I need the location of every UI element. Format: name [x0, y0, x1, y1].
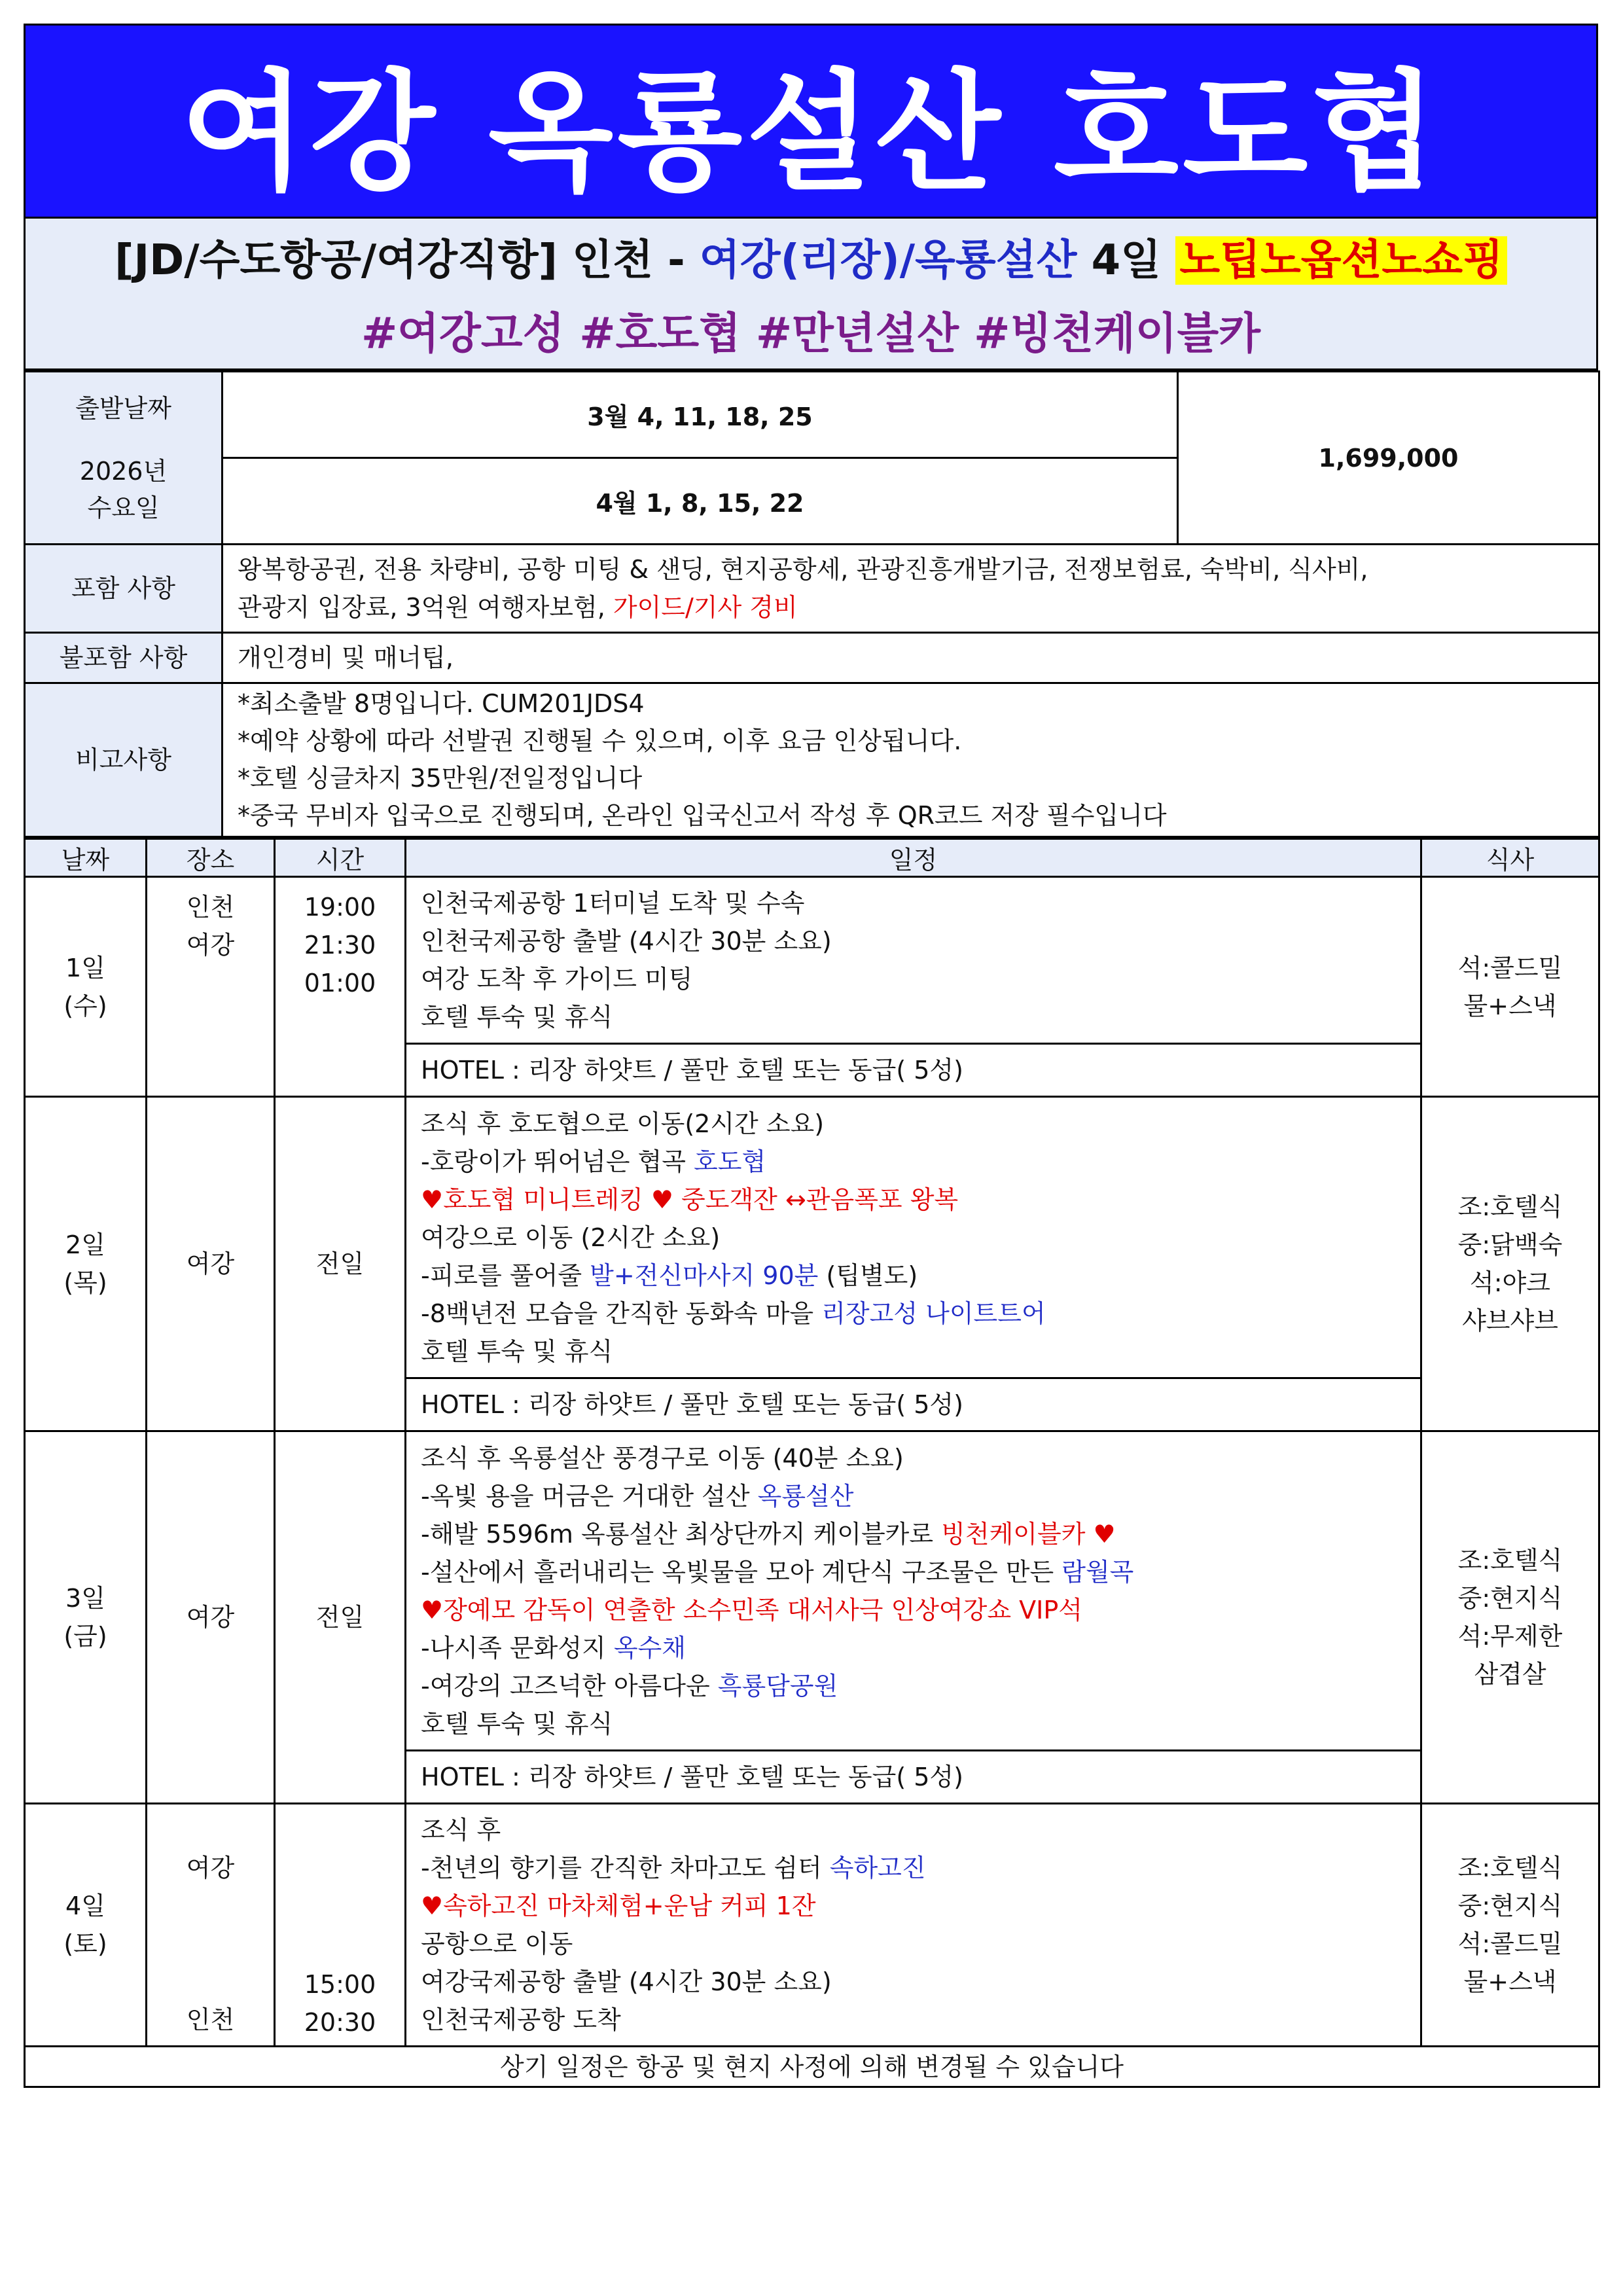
plan-text: -천년의 향기를 간직한 차마고도 쉼터 — [421, 1854, 830, 1882]
day2-place: 여강 — [147, 1097, 275, 1431]
plan-line: 조식 후 옥룡설산 풍경구로 이동 (40분 소요) — [421, 1443, 904, 1473]
day2-hotel: HOTEL : 리장 하얏트 / 풀만 호텔 또는 동급( 5성) — [406, 1378, 1421, 1431]
plan-line: 여강국제공항 출발 (4시간 30분 소요) — [421, 1967, 832, 1996]
plan-text: -여강의 고즈넉한 아름다운 — [421, 1671, 718, 1700]
remark-line: *예약 상황에 따라 선발권 진행될 수 있으며, 이후 요금 인상됩니다. — [238, 726, 962, 755]
day2-day — [25, 1097, 147, 1431]
meal-line: 석:콜드밀 — [1457, 953, 1563, 982]
time-label: 19:00 — [304, 893, 376, 922]
day2-plan — [406, 1097, 1421, 1378]
price: 1,699,000 — [1178, 372, 1599, 545]
remark-line: *호텔 싱글차지 35만원/전일정입니다 — [238, 764, 643, 793]
time-label: 15:00 — [304, 1970, 376, 1999]
included-label: 포함 사항 — [25, 545, 223, 633]
banner-title: 여강 옥룡설산 호도협 — [24, 24, 1598, 219]
meal-line: 중:현지식 — [1457, 1584, 1563, 1613]
plan-line: 여강 도착 후 가이드 미팅 — [421, 965, 693, 994]
header-place: 장소 — [147, 839, 275, 877]
plan-line: 공항으로 이동 — [421, 1929, 573, 1958]
day1-place — [147, 877, 275, 1097]
day-weekday: (금) — [63, 1622, 107, 1651]
plan-highlight: 리장고성 나이트트어 — [821, 1299, 1046, 1328]
plan-text: -8백년전 모습을 간직한 동화속 마을 — [421, 1299, 822, 1328]
plan-text: -설산에서 흘러내리는 옥빛물을 모아 계단식 구조물은 만든 — [421, 1557, 1062, 1587]
day2-time: 전일 — [275, 1097, 406, 1431]
plan-line — [421, 1553, 1406, 1591]
plan-line-red: ♥장예모 감독이 연출한 소수민족 대서사극 인상여강쇼 VIP석 — [421, 1595, 1082, 1624]
included-text — [223, 545, 1599, 633]
subtitle-days: 4일 — [1077, 236, 1176, 285]
included-line2 — [238, 588, 1584, 626]
place-label: 여강 — [186, 1854, 235, 1882]
meal-line: 물+스낵 — [1463, 1967, 1557, 1996]
included-line1: 왕복항공권, 전용 차량비, 공항 미팅 & 샌딩, 현지공항세, 관광진흥개발기금, 전쟁보험료, 숙박비, 식사비, — [238, 555, 1368, 584]
dates-april: 4월 1, 8, 15, 22 — [223, 458, 1178, 545]
meal-line: 석:야크 — [1470, 1268, 1550, 1297]
plan-line: 조식 후 — [421, 1816, 501, 1844]
day3-plan — [406, 1431, 1421, 1751]
departure-weekday: 수요일 — [87, 493, 160, 522]
plan-line — [421, 1257, 1406, 1295]
day3-place: 여강 — [147, 1431, 275, 1804]
itinerary-page — [24, 24, 1598, 2088]
meal-line: 중:닭백숙 — [1457, 1230, 1563, 1259]
day-weekday: (토) — [63, 1929, 107, 1958]
info-table — [24, 370, 1600, 838]
day3-time: 전일 — [275, 1431, 406, 1804]
day1-time — [275, 877, 406, 1097]
included-line2-red: 가이드/기사 경비 — [613, 593, 798, 622]
plan-line — [421, 1295, 1406, 1333]
plan-line: 호텔 투숙 및 휴식 — [421, 1003, 613, 1031]
header-day: 날짜 — [25, 839, 147, 877]
remark-line: *중국 무비자 입국으로 진행되며, 온라인 입국신고서 작성 후 QR코드 저장 필수입니다 — [238, 801, 1167, 830]
plan-highlight: 속하고진 — [829, 1854, 926, 1882]
plan-line-red: ♥속하고진 마차체험+운남 커피 1잔 — [421, 1892, 816, 1920]
day2-meal — [1421, 1097, 1599, 1431]
plan-text: -호랑이가 뛰어넘은 협곡 — [421, 1147, 694, 1176]
day4-plan — [406, 1804, 1421, 2047]
place-label: 여강 — [186, 931, 235, 960]
day4-row — [25, 1804, 1599, 2047]
subtitle-line — [115, 226, 1507, 287]
plan-text: -해발 5596m 옥룡설산 최상단까지 케이블카로 — [421, 1519, 942, 1549]
day4-time — [275, 1804, 406, 2047]
place-label: 인천 — [186, 893, 235, 922]
day1-meal — [1421, 877, 1599, 1097]
header-plan: 일정 — [406, 839, 1421, 877]
plan-line — [421, 1515, 1406, 1553]
plan-highlight-red: 빙천케이블카 ♥ — [941, 1519, 1116, 1549]
plan-text: -나시족 문화성지 — [421, 1633, 614, 1662]
plan-line: 인천국제공항 출발 (4시간 30분 소요) — [421, 927, 832, 956]
remarks-label: 비고사항 — [25, 683, 223, 837]
meal-line: 중:현지식 — [1457, 1892, 1563, 1920]
plan-line — [421, 1477, 1406, 1515]
no-tip-badge: 노팁노옵션노쇼핑 — [1175, 236, 1507, 285]
hashtags: #여강고성 #호도협 #만년설산 #빙천케이블카 — [361, 308, 1260, 359]
subtitle-route: 여강(리장)/옥룡설산 — [699, 236, 1077, 285]
footer-note: 상기 일정은 항공 및 현지 사정에 의해 변경될 수 있습니다 — [25, 2047, 1599, 2087]
day4-meal — [1421, 1804, 1599, 2047]
plan-line: 호텔 투숙 및 휴식 — [421, 1709, 613, 1738]
subtitle-prefix: [JD/수도항공/여강직항] 인천 - — [115, 236, 700, 285]
day-weekday: (목) — [63, 1268, 107, 1297]
meal-line: 석:무제한 — [1457, 1622, 1563, 1651]
plan-line — [421, 1849, 1406, 1887]
time-label: 21:30 — [304, 931, 376, 960]
day1-hotel: HOTEL : 리장 하얏트 / 풀만 호텔 또는 동급( 5성) — [406, 1044, 1421, 1097]
plan-highlight: 옥룡설산 — [757, 1481, 854, 1511]
day3-hotel: HOTEL : 리장 하얏트 / 풀만 호텔 또는 동급( 5성) — [406, 1751, 1421, 1804]
plan-line: 호텔 투숙 및 휴식 — [421, 1336, 613, 1366]
day-label: 1일 — [65, 953, 105, 982]
plan-text: (팁별도) — [818, 1261, 918, 1290]
plan-text: -피로를 풀어줄 — [421, 1261, 590, 1290]
meal-line: 샤브샤브 — [1462, 1306, 1558, 1335]
day-label: 3일 — [65, 1584, 105, 1613]
day3-day — [25, 1431, 147, 1804]
excluded-label: 불포함 사항 — [25, 633, 223, 683]
plan-line — [421, 1143, 1406, 1181]
day-label: 4일 — [65, 1892, 105, 1920]
plan-text: -옥빛 용을 머금은 거대한 설산 — [421, 1481, 758, 1511]
plan-line — [421, 1667, 1406, 1705]
plan-line: 여강으로 이동 (2시간 소요) — [421, 1223, 721, 1252]
schedule-header-row — [25, 839, 1599, 877]
plan-line: 인천국제공항 1터미널 도착 및 수속 — [421, 889, 805, 918]
day4-place — [147, 1804, 275, 2047]
header-time: 시간 — [275, 839, 406, 877]
departure-year: 2026년 — [79, 456, 168, 486]
day3-row — [25, 1431, 1599, 1751]
day-weekday: (수) — [63, 991, 107, 1020]
meal-line: 삼겹살 — [1474, 1660, 1546, 1689]
remarks-text — [223, 683, 1599, 837]
plan-highlight: 발+전신마사지 90분 — [590, 1261, 819, 1290]
day1-row — [25, 877, 1599, 1044]
day1-plan — [406, 877, 1421, 1044]
time-label: 01:00 — [304, 969, 376, 997]
included-line2-text: 관광지 입장료, 3억원 여행자보험, — [238, 593, 613, 622]
day-label: 2일 — [65, 1230, 105, 1259]
meal-line: 물+스낵 — [1463, 991, 1557, 1020]
plan-highlight: 호도협 — [694, 1147, 766, 1176]
plan-line-red: ♥호도협 미니트레킹 ♥ 중도객잔 ↔관음폭포 왕복 — [421, 1185, 959, 1214]
meal-line: 석:콜드밀 — [1457, 1929, 1563, 1958]
excluded-text: 개인경비 및 매너팁, — [223, 633, 1599, 683]
plan-highlight: 옥수채 — [613, 1633, 686, 1662]
meal-line: 조:호텔식 — [1457, 1546, 1563, 1575]
departure-label-cell — [25, 372, 223, 545]
meal-line: 조:호텔식 — [1457, 1193, 1563, 1221]
schedule-table — [24, 838, 1600, 2088]
departure-label: 출발날짜 — [75, 393, 171, 423]
place-label: 인천 — [186, 2005, 235, 2034]
subtitle-block — [24, 219, 1598, 370]
remark-line: *최소출발 8명입니다. CUM201JDS4 — [238, 689, 645, 718]
day4-day — [25, 1804, 147, 2047]
plan-highlight: 흑룡담공원 — [717, 1671, 838, 1700]
plan-line: 인천국제공항 도착 — [421, 2005, 621, 2034]
dates-march: 3월 4, 11, 18, 25 — [223, 372, 1178, 458]
day3-meal — [1421, 1431, 1599, 1804]
day2-row — [25, 1097, 1599, 1378]
plan-line: 조식 후 호도협으로 이동(2시간 소요) — [421, 1109, 825, 1138]
time-label: 20:30 — [304, 2008, 376, 2037]
meal-line: 조:호텔식 — [1457, 1854, 1563, 1882]
header-meal: 식사 — [1421, 839, 1599, 877]
plan-highlight: 람월곡 — [1061, 1557, 1134, 1587]
day1-day — [25, 877, 147, 1097]
plan-line — [421, 1629, 1406, 1667]
